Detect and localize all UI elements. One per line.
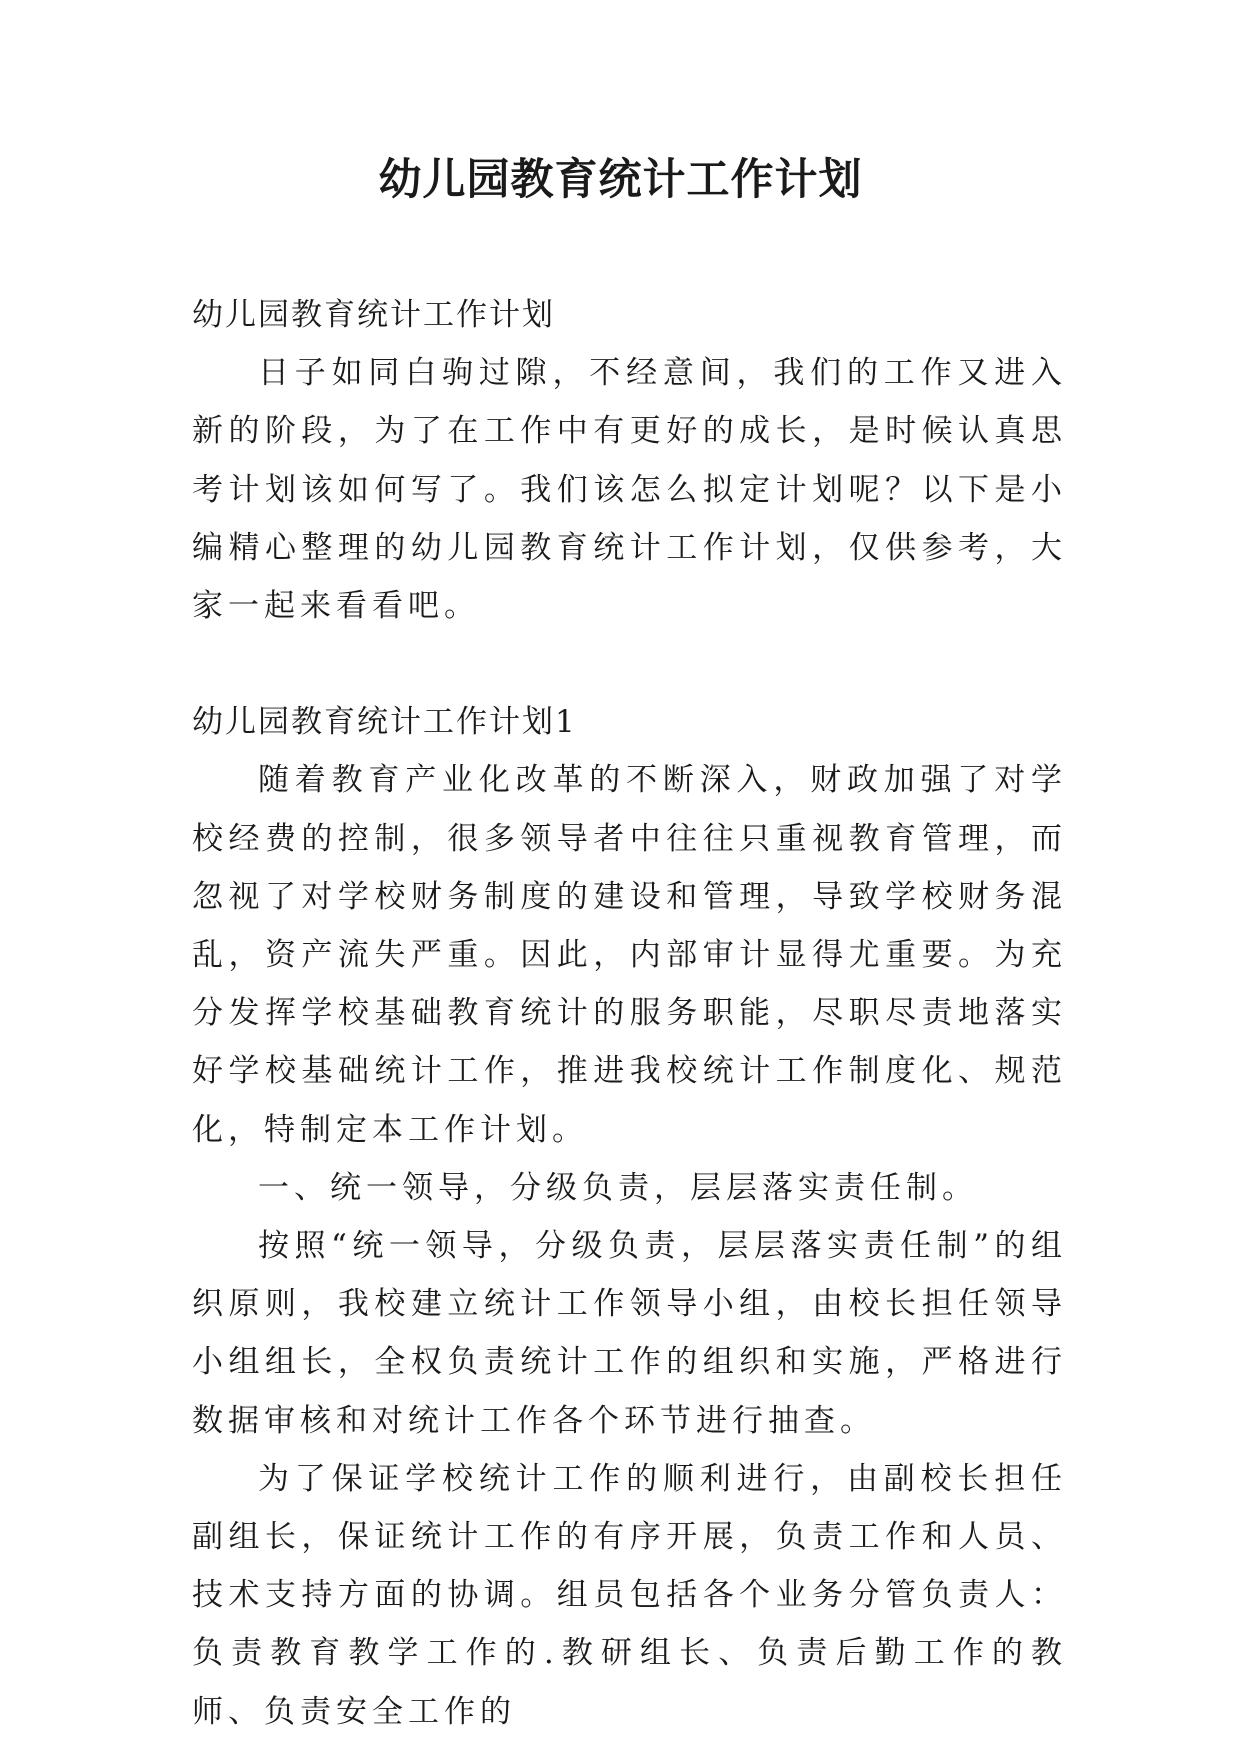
body-paragraph: 一、统一领导，分级负责，层层落实责任制。 [258, 1169, 978, 1206]
body-paragraph: 按照“统一领导，分级负责，层层落实责任制”的组织原则，我校建立统计工作领导小组，由校长担任领导小组组长，全权负责统计工作的组织和实施，严格进行数据审核和对统计工作各个环节进行抽查。 [192, 1228, 1067, 1439]
document-body [192, 286, 1067, 1741]
body-paragraph: 随着教育产业化改革的不断深入，财政加强了对学校经费的控制，很多领导者中往往只重视教育管理，而忽视了对学校财务制度的建设和管理，导致学校财务混乱，资产流失严重。因此，内部审计显得尤重要。为充分发挥学校基础教育统计的服务职能，尽职尽责地落实好学校基础统计工作，推进我校统计工作制度化、规范化，特制定本工作计划。 [192, 762, 1067, 1148]
section-spacer [192, 635, 1067, 693]
subtitle: 幼儿园教育统计工作计划 [192, 297, 555, 333]
section-heading: 幼儿园教育统计工作计划1 [192, 704, 577, 741]
document-title: 幼儿园教育统计工作计划 [378, 155, 863, 205]
intro-paragraph: 日子如同白驹过隙，不经意间，我们的工作又进入新的阶段，为了在工作中有更好的成长，是时候认真思考计划该如何写了。我们该怎么拟定计划呢？以下是小编精心整理的幼儿园教育统计工作计划，仅供参考，大家一起来看看吧。 [192, 355, 1067, 625]
body-paragraph: 为了保证学校统计工作的顺利进行，由副校长担任副组长，保证统计工作的有序开展，负责工作和人员、技术支持方面的协调。组员包括各个业务分管负责人：负责教育教学工作的.教研组长、负责后勤工作的教师、负责安全工作的 [192, 1460, 1067, 1730]
